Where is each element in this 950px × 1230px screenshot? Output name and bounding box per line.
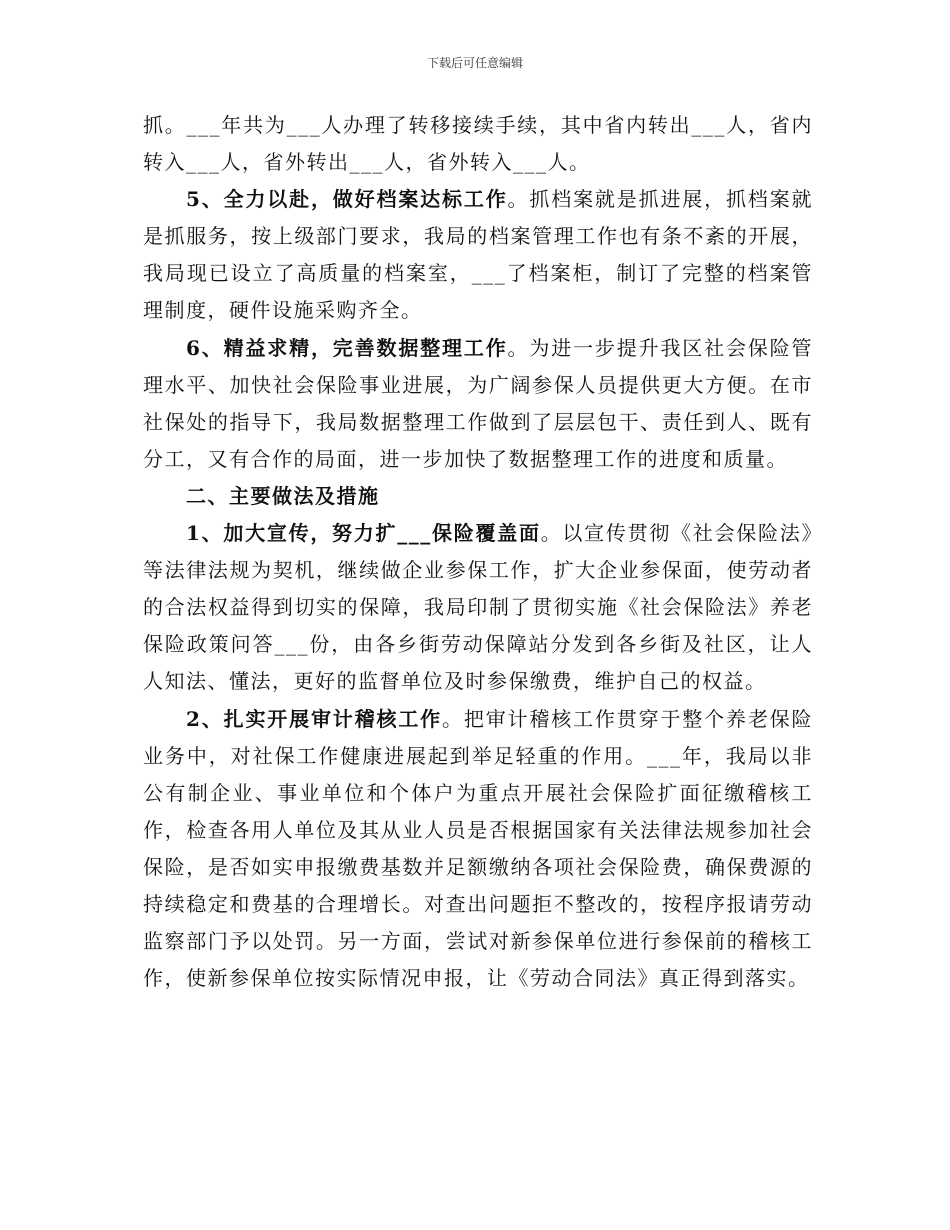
paragraph-data-sorting xyxy=(143,330,813,478)
paragraph-archives xyxy=(143,181,813,329)
document-body xyxy=(143,107,813,997)
publicity-body: 。以宣传贯彻《社会保险法》等法律法规为契机，继续做企业参保工作，扩大企业参保面，使劳动者的合法权益得到切实的保障，我局印制了贯彻实施《社会保险法》养老保险政策问答___份，由各乡街劳动保障站分发到各乡街及社区，让人人知法、懂法，更好的监督单位及时参保缴费，维护自己的权益。 xyxy=(143,521,814,694)
paragraph-audit xyxy=(143,701,813,998)
heading-archives: 5、全力以赴，做好档案达标工作 xyxy=(186,187,508,212)
audit-body: 。把审计稽核工作贯穿于整个养老保险业务中，对社保工作健康进展起到举足轻重的作用。___年，我局以非公有制企业、事业单位和个体户为重点开展社会保险扩面征缴稽核工作，检查各用人单位及其从业人员是否根据国家有关法律法规参加社会保险，是否如实申报缴费基数并足额缴纳各项社会保险费，确保费源的持续稳定和费基的合理增长。对查出问题拒不整改的，按程序报请劳动监察部门予以处罚。另一方面，尝试对新参保单位进行参保前的稽核工作，使新参保单位按实际情况申报，让《劳动合同法》真正得到落实。 xyxy=(143,706,814,991)
heading-audit: 2、扎实开展审计稽核工作 xyxy=(186,706,443,731)
heading-data-sorting: 6、精益求精，完善数据整理工作 xyxy=(186,335,508,360)
heading-publicity: 1、加大宣传，努力扩___保险覆盖面 xyxy=(186,521,541,546)
page-header: 下载后可任意编辑 xyxy=(426,56,523,70)
paragraph-transfer-stats: 抓。___年共为___人办理了转移接续手续，其中省内转出___人，省内转入___人，省外转出___人，省外转入___人。 xyxy=(143,113,813,175)
paragraph-publicity xyxy=(143,515,813,700)
section-title-measures: 二、主要做法及措施 xyxy=(186,483,380,508)
archives-body: 。抓档案就是抓进展，抓档案就是抓服务，按上级部门要求，我局的档案管理工作也有条不紊的开展，我局现已设立了高质量的档案室，___了档案柜，制订了完整的档案管理制度，硬件设施采购齐全。 xyxy=(143,187,813,323)
data-sorting-body: 。为进一步提升我区社会保险管理水平、加快社会保险事业进展，为广阔参保人员提供更大方便。在市社保处的指导下，我局数据整理工作做到了层层包干、责任到人、既有分工，又有合作的局面，进一步加快了数据整理工作的进度和质量。 xyxy=(143,335,813,471)
